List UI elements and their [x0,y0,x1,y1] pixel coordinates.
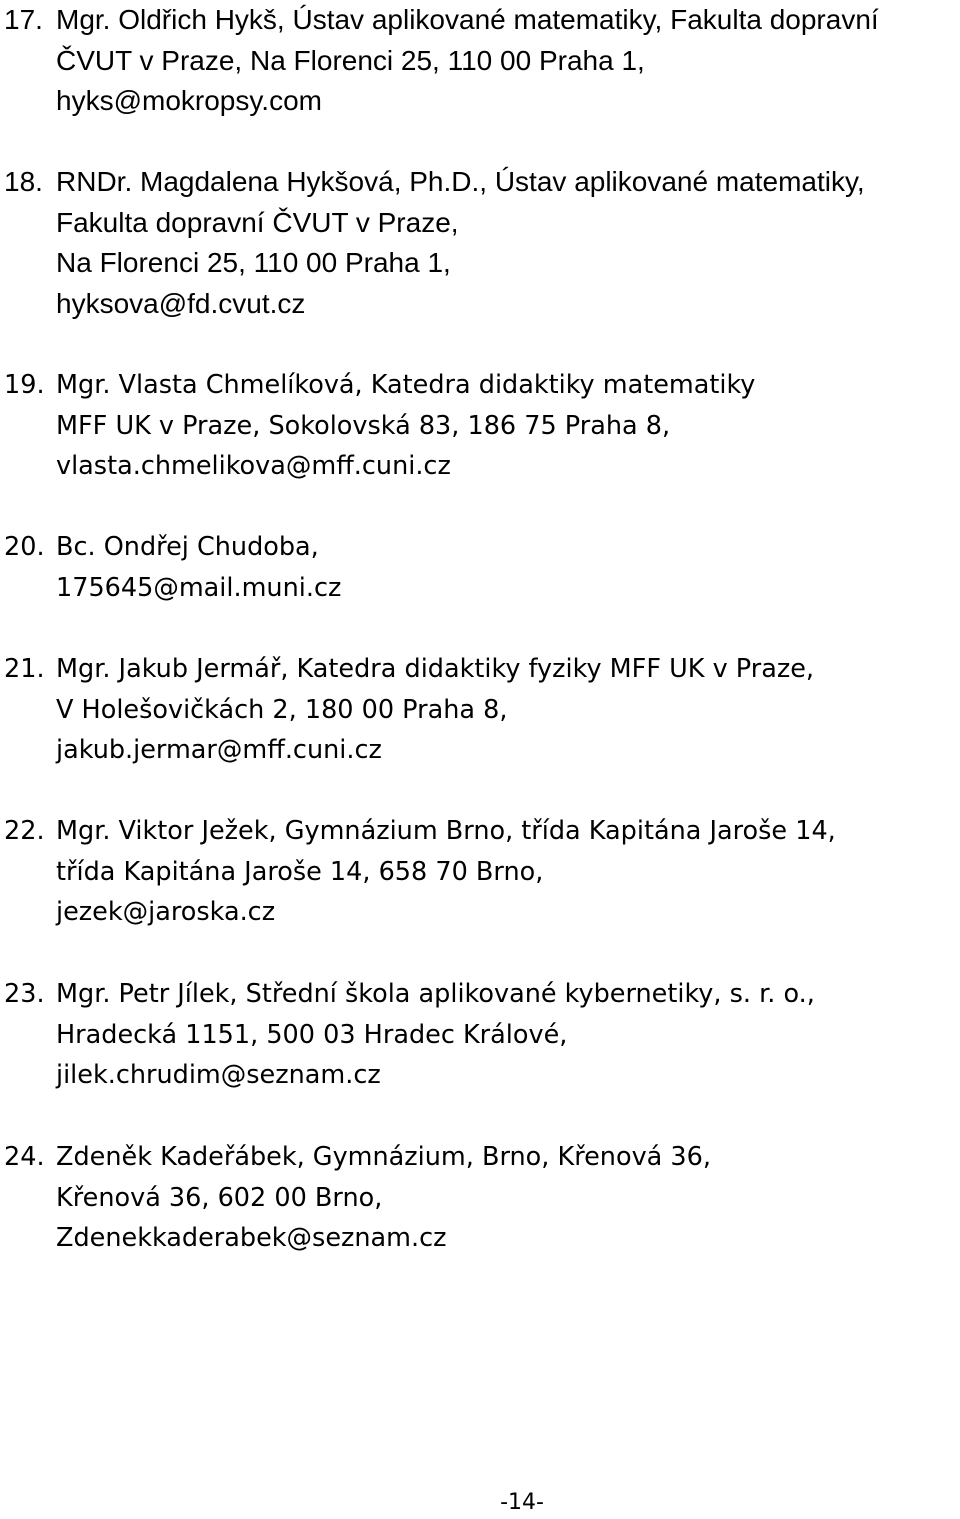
item-line: Mgr. Viktor Ježek, Gymnázium Brno, třída Kapitána Jaroše 14, [56,816,836,846]
item-email: vlasta.chmelikova@mff.cuni.cz [56,451,451,481]
item-line: Fakulta dopravní ČVUT v Praze, [56,206,459,238]
page-number: -14- [500,1490,544,1515]
item-line: Křenová 36, 602 00 Brno, [56,1182,383,1213]
item-line: Zdeněk Kadeřábek, Gymnázium, Brno, Křenová 36, [56,1142,711,1172]
item-email: jakub.jermar@mff.cuni.cz [56,735,382,765]
item-email: jilek.chrudim@seznam.cz [56,1060,381,1090]
item-number: 18. [4,166,43,197]
item-line: MFF UK v Praze, Sokolovská 83, 186 75 Praha 8, [56,410,671,441]
item-number: 19. [4,370,45,400]
item-number: 22. [4,816,45,846]
item-number: 17. [4,4,43,35]
item-number: 23. [4,979,45,1009]
item-email: hyks@mokropsy.com [56,85,322,116]
item-line: Bc. Ondřej Chudoba, [56,532,319,562]
item-line: ČVUT v Praze, Na Florenci 25, 110 00 Praha 1, [56,44,645,76]
item-line: V Holešovičkách 2, 180 00 Praha 8, [56,694,508,725]
item-number: 24. [4,1142,45,1172]
item-number: 21. [4,654,45,684]
item-line: Mgr. Vlasta Chmelíková, Katedra didaktiky matematiky [56,370,756,400]
item-line: Hradecká 1151, 500 03 Hradec Králové, [56,1019,568,1050]
item-number: 20. [4,532,45,562]
item-email: 175645@mail.muni.cz [56,572,342,603]
item-line: RNDr. Magdalena Hykšová, Ph.D., Ústav aplikované matematiky, [56,166,865,197]
item-line: Na Florenci 25, 110 00 Praha 1, [56,247,451,278]
item-email: hyksova@fd.cvut.cz [56,287,306,319]
item-line: Mgr. Jakub Jermář, Katedra didaktiky fyziky MFF UK v Praze, [56,654,815,684]
item-line: Mgr. Oldřich Hykš, Ústav aplikované matematiky, Fakulta dopravní [56,4,879,35]
item-email: Zdenekkaderabek@seznam.cz [56,1223,447,1253]
item-line: Mgr. Petr Jílek, Střední škola aplikované kybernetiky, s. r. o., [56,979,815,1009]
item-email: jezek@jaroska.cz [56,897,276,927]
item-line: třída Kapitána Jaroše 14, 658 70 Brno, [56,856,544,887]
